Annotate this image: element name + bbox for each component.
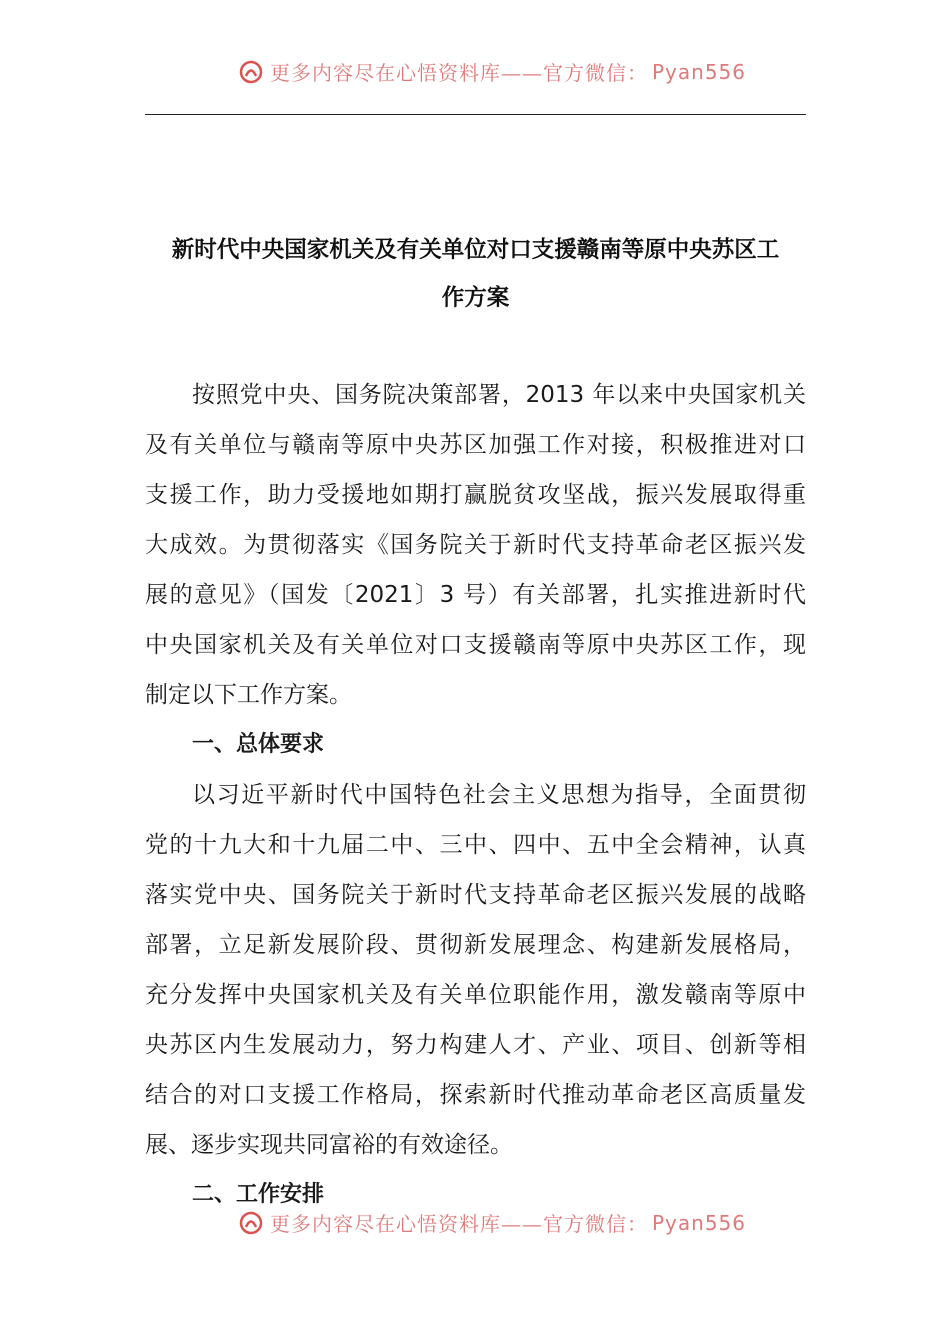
paragraph-line: 大成效。为贯彻落实《国务院关于新时代支持革命老区振兴发: [145, 532, 806, 558]
paragraph-line: 展的意见》（国发〔2021〕3 号）有关部署，扎实推进新时代: [145, 582, 806, 608]
watermark-text: 更多内容尽在心悟资料库——官方微信：: [270, 1212, 648, 1236]
title-line-1: 新时代中央国家机关及有关单位对口支援赣南等原中央苏区工: [171, 237, 780, 263]
section-heading-1: 一、总体要求: [192, 732, 325, 757]
paragraph-line: 及有关单位与赣南等原中央苏区加强工作对接，积极推进对口: [145, 432, 806, 458]
paragraph-line: 央苏区内生发展动力，努力构建人才、产业、项目、创新等相: [145, 1032, 806, 1058]
watermark-footer: [0, 1208, 950, 1238]
document-body: [145, 370, 806, 1220]
title-line-2: 作方案: [441, 285, 510, 311]
watermark-header: [0, 57, 950, 87]
logo-icon: [238, 59, 264, 85]
watermark-contact: Pyan556: [652, 59, 747, 84]
watermark-contact: Pyan556: [652, 1210, 747, 1235]
paragraph-line: 以习近平新时代中国特色社会主义思想为指导，全面贯彻: [192, 782, 806, 808]
paragraph-line: 支援工作，助力受援地如期打赢脱贫攻坚战，振兴发展取得重: [145, 482, 806, 508]
logo-icon: [238, 1210, 264, 1236]
paragraph-line: 按照党中央、国务院决策部署，2013 年以来中央国家机关: [192, 382, 806, 408]
paragraph-line: 充分发挥中央国家机关及有关单位职能作用，激发赣南等原中: [145, 982, 806, 1008]
paragraph-line: 落实党中央、国务院关于新时代支持革命老区振兴发展的战略: [145, 882, 806, 908]
header-divider: [145, 114, 806, 115]
watermark-text: 更多内容尽在心悟资料库——官方微信：: [270, 61, 648, 85]
paragraph-line: 部署，立足新发展阶段、贯彻新发展理念、构建新发展格局，: [145, 932, 806, 958]
paragraph-line: 党的十九大和十九届二中、三中、四中、五中全会精神，认真: [145, 832, 806, 858]
paragraph-line: 制定以下工作方案。: [145, 682, 352, 708]
section-heading-2: 二、工作安排: [192, 1182, 325, 1207]
paragraph-line: 结合的对口支援工作格局，探索新时代推动革命老区高质量发: [145, 1082, 806, 1108]
paragraph-line: 中央国家机关及有关单位对口支援赣南等原中央苏区工作，现: [145, 632, 806, 658]
paragraph-line: 展、逐步实现共同富裕的有效途径。: [145, 1132, 513, 1158]
document-title: [145, 226, 806, 322]
